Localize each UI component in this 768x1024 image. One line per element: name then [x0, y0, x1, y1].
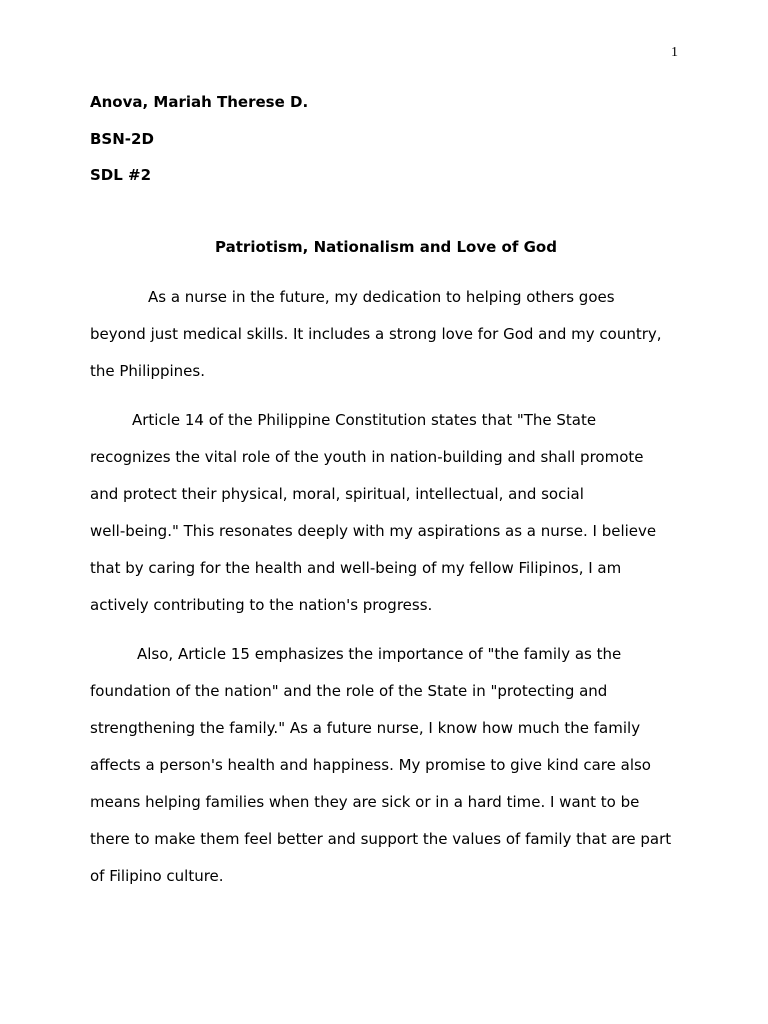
- paragraph-line: foundation of the nation" and the role of the State in "protecting and: [90, 682, 608, 700]
- paragraph-3: [90, 644, 682, 903]
- essay-title: Patriotism, Nationalism and Love of God: [215, 238, 557, 256]
- paragraph-line: of Filipino culture.: [90, 867, 224, 885]
- paragraph-line: actively contributing to the nation's progress.: [90, 596, 433, 614]
- assignment-label: SDL #2: [90, 166, 152, 184]
- paragraph-line: recognizes the vital role of the youth in nation-building and shall promote: [90, 448, 644, 466]
- paragraph-line: strengthening the family." As a future nurse, I know how much the family: [90, 719, 641, 737]
- paragraph-line: that by caring for the health and well-being of my fellow Filipinos, I am: [90, 559, 622, 577]
- page-number: 1: [671, 45, 678, 60]
- author-name: Anova, Mariah Therese D.: [90, 93, 309, 111]
- paragraph-2: [90, 410, 682, 632]
- paragraph-line: As a nurse in the future, my dedication to helping others goes: [148, 288, 615, 306]
- paragraph-line: beyond just medical skills. It includes a strong love for God and my country,: [90, 325, 662, 343]
- paragraph-line: well-being." This resonates deeply with my aspirations as a nurse. I believe: [90, 522, 657, 540]
- document-body: [90, 92, 682, 903]
- paragraph-1: [90, 287, 682, 398]
- paragraph-line: and protect their physical, moral, spiritual, intellectual, and social: [90, 485, 584, 503]
- course-section: BSN-2D: [90, 129, 154, 148]
- paragraph-line: Article 14 of the Philippine Constitution states that "The State: [132, 411, 597, 429]
- paragraph-line: there to make them feel better and support the values of family that are part: [90, 830, 672, 848]
- paragraph-line: Also, Article 15 emphasizes the importance of "the family as the: [137, 645, 622, 663]
- paragraph-line: the Philippines.: [90, 362, 205, 380]
- paragraph-line: means helping families when they are sick or in a hard time. I want to be: [90, 793, 640, 811]
- paragraph-line: affects a person's health and happiness. My promise to give kind care also: [90, 756, 651, 774]
